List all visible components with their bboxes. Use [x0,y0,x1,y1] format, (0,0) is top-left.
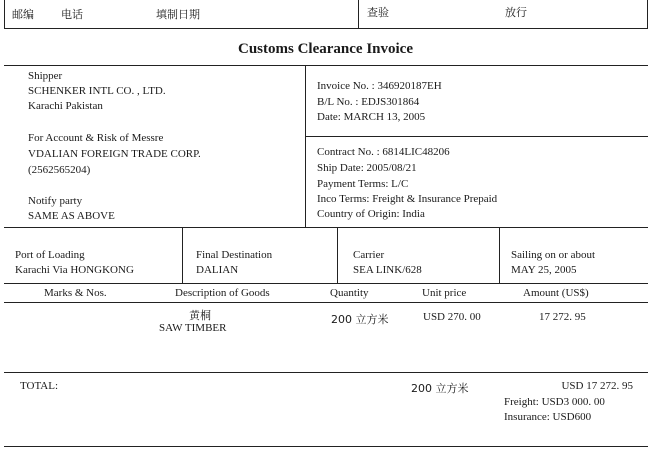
top-bar-left-border [4,0,5,28]
release-label: 放行 [505,6,527,19]
route-divider-1 [182,227,183,283]
table-header-bottom-border [4,302,648,303]
goods-description-cn: 黄桐 [189,309,211,322]
goods-quantity [331,311,389,327]
col-header-unit-price: Unit price [422,287,467,299]
col-header-quantity: Quantity [330,287,369,299]
country-of-origin: Country of Origin: India [317,208,425,220]
upper-block-top-border [4,65,648,66]
top-bar-divider [358,0,359,28]
upper-block-bottom-border [4,227,648,228]
notify-value: SAME AS ABOVE [28,210,115,222]
insurance-amount: Insurance: USD600 [504,411,592,423]
totals-top-border [4,372,648,373]
col-header-marks: Marks & Nos. [44,287,107,299]
account-label: For Account & Risk of Messre [28,132,164,144]
ship-date: Ship Date: 2005/08/21 [317,162,417,174]
shipper-label: Shipper [28,70,63,82]
fill-date-label: 填制日期 [156,8,200,21]
shipper-name: SCHENKER INTL CO. , LTD. [28,85,166,97]
account-name: VDALIAN FOREIGN TRADE CORP. [28,148,201,160]
invoice-date: Date: MARCH 13, 2005 [317,111,426,123]
col-header-description: Description of Goods [175,287,270,299]
port-of-loading-label: Port of Loading [15,249,85,261]
route-row-bottom-border [4,283,648,284]
phone-label: 电话 [61,8,83,21]
invoice-contract-divider [305,136,648,137]
payment-terms: Payment Terms: L/C [317,178,409,190]
freight-amount: Freight: USD3 000. 00 [504,396,605,408]
total-label: TOTAL: [20,380,59,392]
top-bar-right-border [647,0,648,28]
shipper-city: Karachi Pakistan [28,100,103,112]
carrier-value: SEA LINK/628 [353,264,422,276]
route-divider-2 [337,227,338,283]
invoice-title: Customs Clearance Invoice [238,41,413,57]
top-bar-bottom-border [4,28,648,29]
goods-description-en: SAW TIMBER [159,322,227,334]
goods-quantity-text: 200 立方米 [331,313,389,326]
bl-number: B/L No. : EDJS301864 [317,96,420,108]
inco-terms: Inco Terms: Freight & Insurance Prepaid [317,193,498,205]
port-of-loading-value: Karachi Via HONGKONG [15,264,134,276]
notify-label: Notify party [28,195,83,207]
sailing-date-label: Sailing on or about [511,249,596,261]
route-divider-3 [499,227,500,283]
carrier-label: Carrier [353,249,385,261]
invoice-number: Invoice No. : 346920187EH [317,80,442,92]
document-bottom-border [4,446,648,447]
account-code: (2562565204) [28,164,91,176]
col-header-amount: Amount (US$) [523,287,589,299]
contract-number: Contract No. : 6814LIC48206 [317,146,450,158]
final-destination-label: Final Destination [196,249,273,261]
upper-block-divider [305,65,306,227]
goods-amount: 17 272. 95 [539,311,586,323]
sailing-date-value: MAY 25, 2005 [511,264,577,276]
total-amount: USD 17 272. 95 [561,380,633,392]
total-quantity [411,380,469,396]
final-destination-value: DALIAN [196,264,239,276]
inspection-label: 查验 [367,6,389,19]
goods-unit-price: USD 270. 00 [423,311,481,323]
total-quantity-text: 200 立方米 [411,382,469,395]
postcode-label: 邮编 [12,8,34,21]
